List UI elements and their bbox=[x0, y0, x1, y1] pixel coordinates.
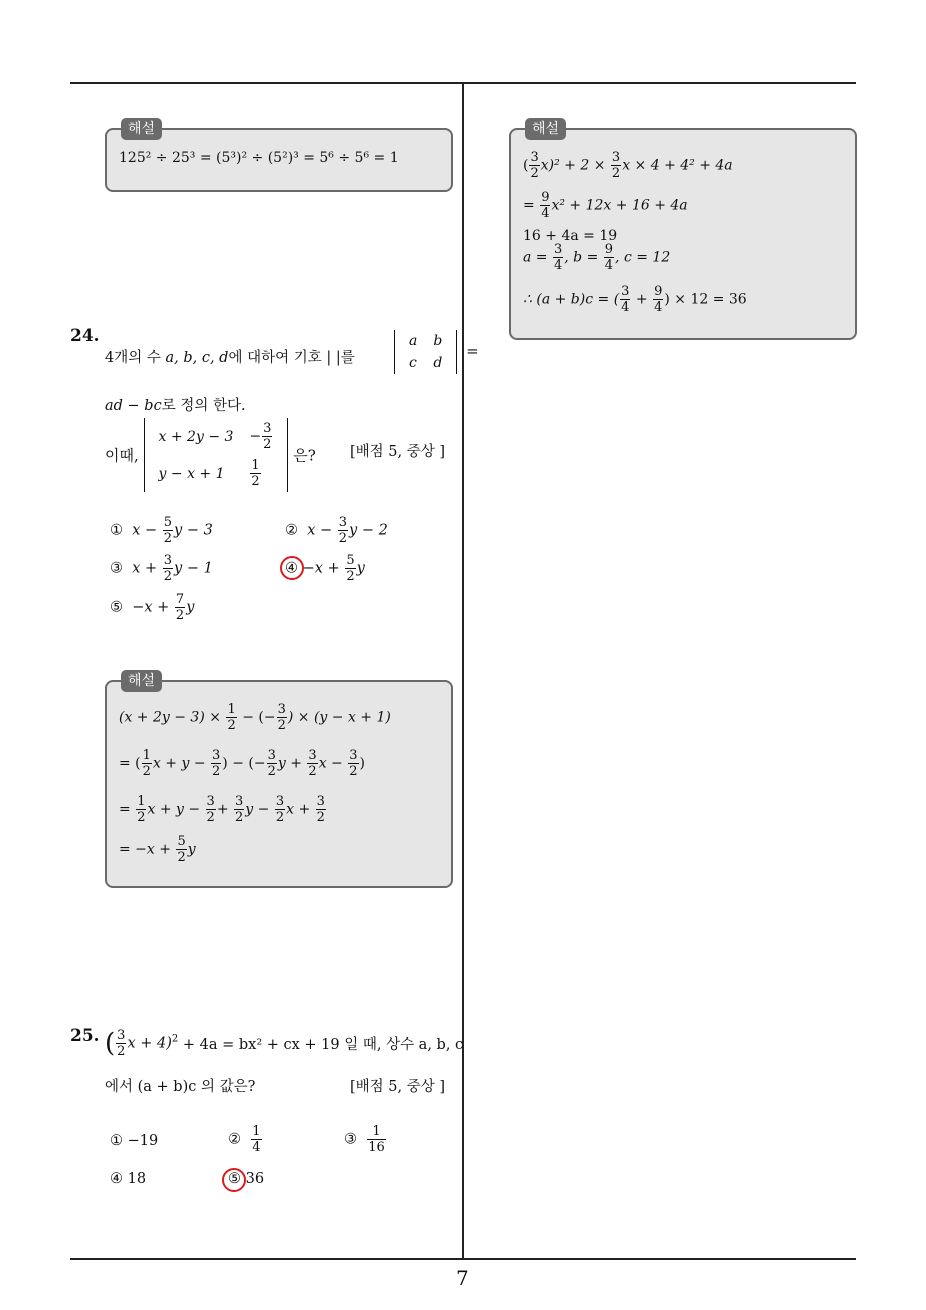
q24-choice-3[interactable]: ③ x + $\frac{3}{2}$ y − 1 bbox=[110, 553, 213, 584]
solution-tag: 해설 bbox=[525, 118, 566, 140]
solution-line-1: ( $\frac{3}{2}$ x)² + 2 × $\frac{3}{2}$ x × 4 + 4² + 4a bbox=[523, 150, 733, 181]
solution-box-2 bbox=[105, 673, 453, 888]
solution-box-3 bbox=[509, 121, 857, 340]
solution-line-5: ∴ (a + b)c = ( $\frac{3}{4}$ + $\frac{9}{4}$ ) × 12 = 36 bbox=[523, 284, 747, 315]
q24-expression: 이때, x + 2y − 3 − $\frac{3}{2}$ y − x + 1 $\frac{1}{2}$ 은? bbox=[105, 418, 316, 492]
answer-mark-circle bbox=[222, 1168, 246, 1192]
solution-line-2: = ( $\frac{1}{2}$ x + y − $\frac{3}{2}$ ) − (− $\frac{3}{2}$ y + $\frac{3}{2}$ x − $\frac{3}{2}$ ) bbox=[119, 748, 365, 779]
q25-points: [배점 5, 중상 ] bbox=[350, 1079, 446, 1095]
solution-tag: 해설 bbox=[121, 118, 162, 140]
answer-mark-circle bbox=[280, 556, 304, 580]
solution-box-1 bbox=[105, 121, 453, 192]
question-number-25: 25. bbox=[70, 1026, 100, 1046]
q25-choice-2[interactable]: ② $\frac{1}{4}$ bbox=[228, 1124, 261, 1155]
solution-line-4: = −x + $\frac{5}{2}$ y bbox=[119, 834, 196, 865]
q25-choice-1[interactable]: ① −19 bbox=[110, 1133, 159, 1149]
solution-line: 125² ÷ 25³ = (5³)² ÷ (5²)³ = 5⁶ ÷ 5⁶ = 1 bbox=[119, 150, 399, 166]
bottom-rule bbox=[70, 1258, 856, 1260]
solution-line-1: (x + 2y − 3) × $\frac{1}{2}$ − (− $\frac{3}{2}$ ) × (y − x + 1) bbox=[119, 702, 391, 733]
page-number: 7 bbox=[456, 1266, 469, 1290]
solution-line-3: 16 + 4a = 19 bbox=[523, 228, 618, 244]
q24-choice-4[interactable]: ④ −x + $\frac{5}{2}$ y bbox=[285, 553, 365, 584]
q25-statement: ( $\frac{3}{2}$ x + 4)$^2$ + 4a = bx² + cx + 19 일 때, 상수 a, b, c bbox=[105, 1028, 464, 1059]
q24-determinant-definition: a b c d = bbox=[394, 330, 479, 374]
q24-choice-5[interactable]: ⑤ −x + $\frac{7}{2}$ y bbox=[110, 592, 195, 623]
column-divider bbox=[462, 84, 464, 1258]
q25-choice-5[interactable]: ⑤ 36 bbox=[228, 1171, 265, 1187]
determinant-expression: x + 2y − 3 − $\frac{3}{2}$ y − x + 1 $\frac{1}{2}$ bbox=[144, 418, 289, 492]
q25-choice-4[interactable]: ④ 18 bbox=[110, 1171, 147, 1187]
q24-choice-2[interactable]: ② x − $\frac{3}{2}$ y − 2 bbox=[285, 515, 388, 546]
solution-tag: 해설 bbox=[121, 670, 162, 692]
solution-line-2: = $\frac{9}{4}$ x² + 12x + 16 + 4a bbox=[523, 190, 688, 221]
determinant-2x2: a b c d bbox=[394, 330, 457, 374]
q25-choice-3[interactable]: ③ $\frac{1}{16}$ bbox=[344, 1124, 385, 1155]
q24-choice-1[interactable]: ① x − $\frac{5}{2}$ y − 3 bbox=[110, 515, 213, 546]
q24-points: [배점 5, 중상 ] bbox=[350, 444, 446, 460]
solution-line-4: a = $\frac{3}{4}$ , b = $\frac{9}{4}$ , c = 12 bbox=[523, 242, 671, 273]
question-number-24: 24. bbox=[70, 326, 100, 346]
q25-statement-2: 에서 (a + b)c 의 값은? bbox=[105, 1079, 256, 1095]
q24-definition: ad − bc로 정의 한다. bbox=[105, 398, 246, 414]
solution-line-3: = $\frac{1}{2}$ x + y − $\frac{3}{2}$ + $\frac{3}{2}$ y − $\frac{3}{2}$ x + $\frac{3}{2}$ bbox=[119, 794, 325, 825]
q24-intro: 4개의 수 a, b, c, d에 대하여 기호 | |를 bbox=[105, 350, 355, 366]
